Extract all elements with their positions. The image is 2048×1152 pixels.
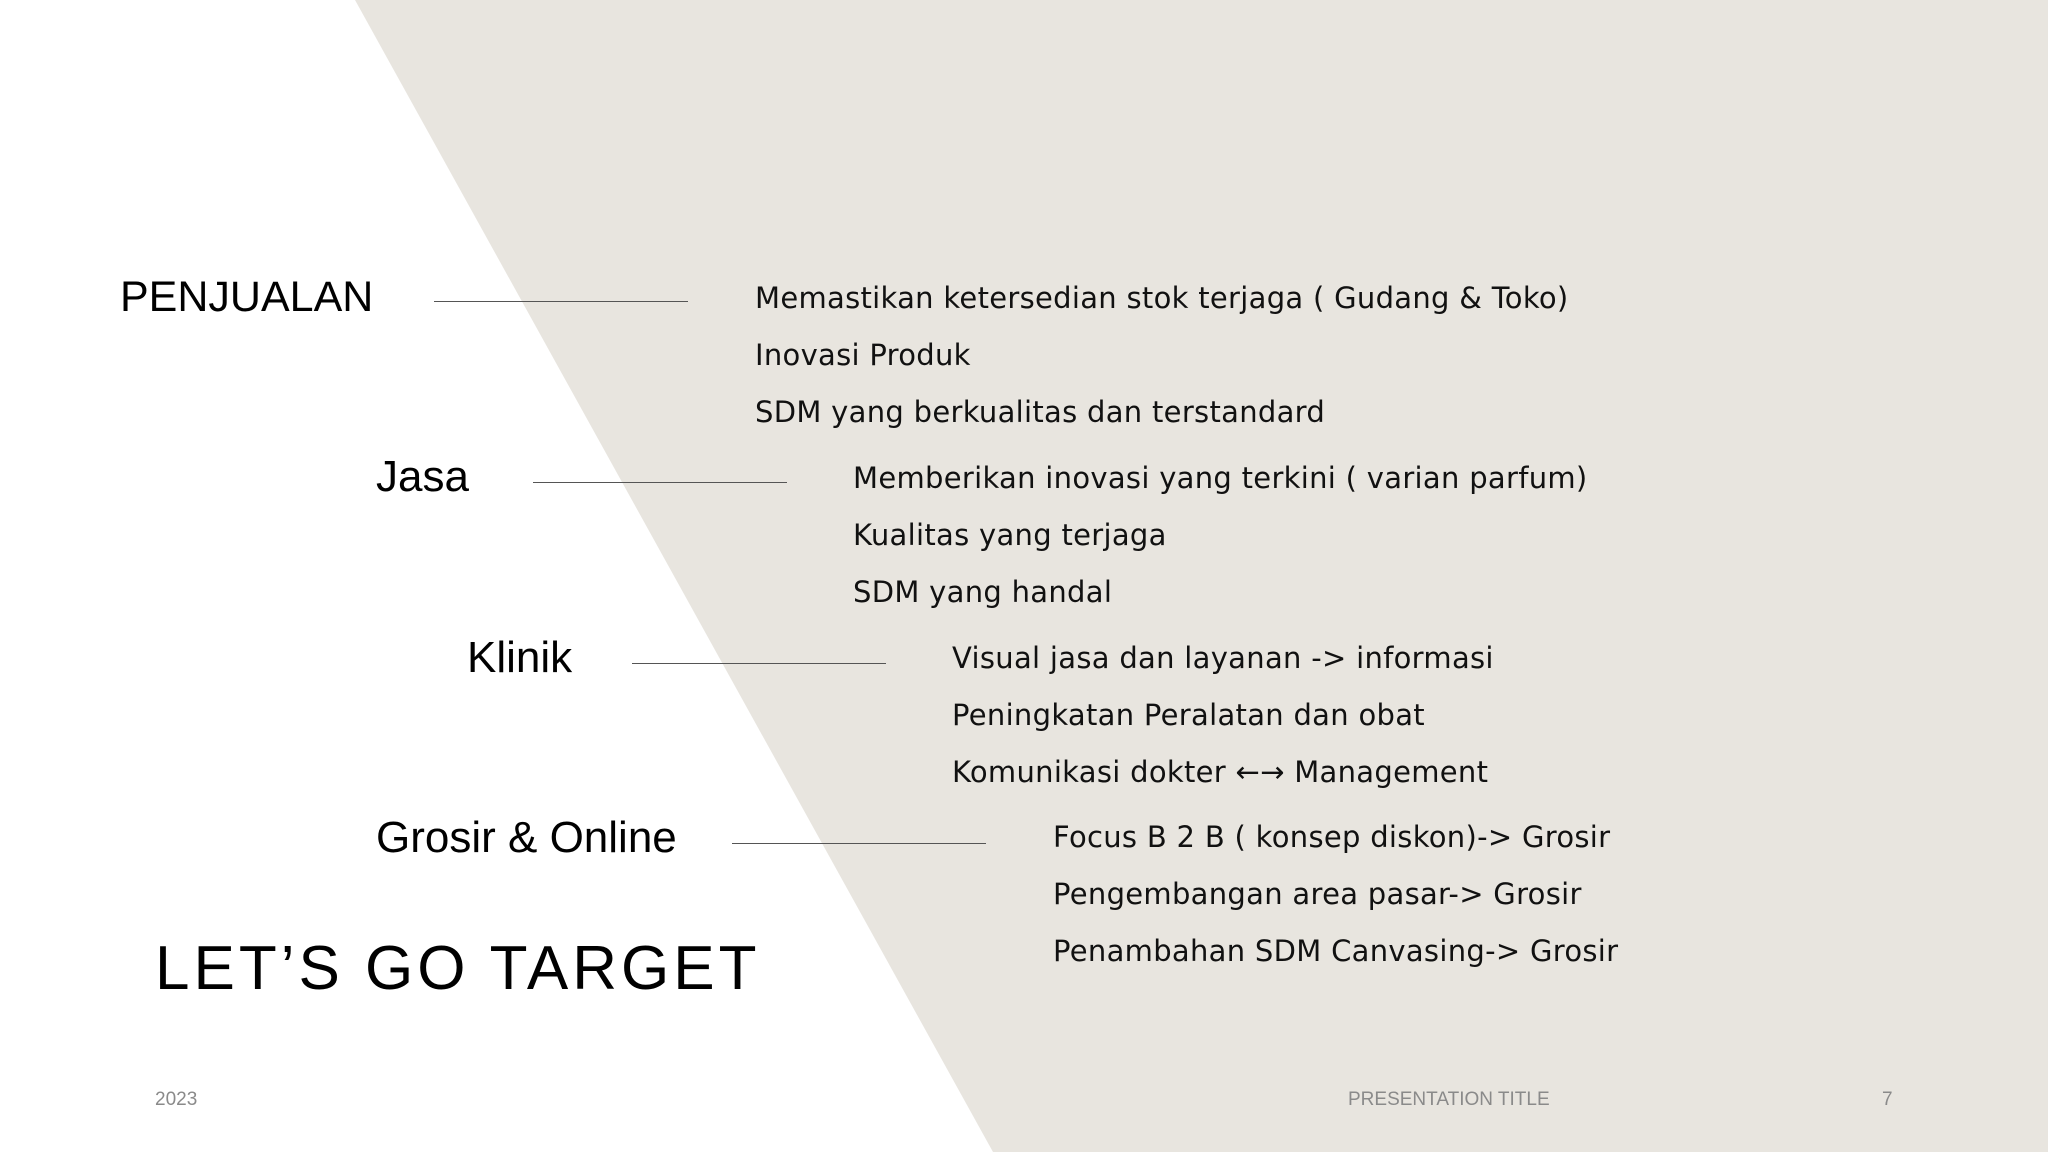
- list-item: Visual jasa dan layanan -> informasi: [952, 641, 1494, 675]
- list-item: Memastikan ketersedian stok terjaga ( Gudang & Toko): [755, 281, 1569, 315]
- list-item: Memberikan inovasi yang terkini ( varian parfum): [853, 461, 1588, 495]
- section-heading-grosir-online: Grosir & Online: [376, 813, 677, 862]
- section-heading-klinik: Klinik: [467, 633, 573, 682]
- footer-page-number: 7: [1882, 1089, 1893, 1110]
- connector-line: [434, 301, 688, 302]
- list-item: Komunikasi dokter ←→ Management: [952, 755, 1489, 789]
- section-heading-penjualan: PENJUALAN: [120, 273, 374, 321]
- jasa-points: [853, 460, 1588, 631]
- list-item: Penambahan SDM Canvasing-> Grosir: [1053, 934, 1619, 968]
- connector-line: [732, 843, 986, 844]
- list-item: SDM yang handal: [853, 575, 1113, 609]
- list-item: Inovasi Produk: [755, 338, 971, 372]
- list-item: Kualitas yang terjaga: [853, 518, 1167, 552]
- footer-presentation-title: PRESENTATION TITLE: [1348, 1089, 1550, 1110]
- connector-line: [632, 663, 886, 664]
- list-item: SDM yang berkualitas dan terstandard: [755, 395, 1326, 429]
- footer-year: 2023: [155, 1089, 198, 1110]
- klinik-points: [952, 640, 1494, 811]
- section-heading-jasa: Jasa: [376, 452, 469, 501]
- slide-title: LET’S GO TARGET: [155, 934, 761, 1003]
- list-item: Pengembangan area pasar-> Grosir: [1053, 877, 1582, 911]
- list-item: Peningkatan Peralatan dan obat: [952, 698, 1425, 732]
- grosir-online-points: [1053, 819, 1618, 990]
- penjualan-points: [755, 280, 1569, 451]
- list-item: Focus B 2 B ( konsep diskon)-> Grosir: [1053, 820, 1611, 854]
- connector-line: [533, 482, 787, 483]
